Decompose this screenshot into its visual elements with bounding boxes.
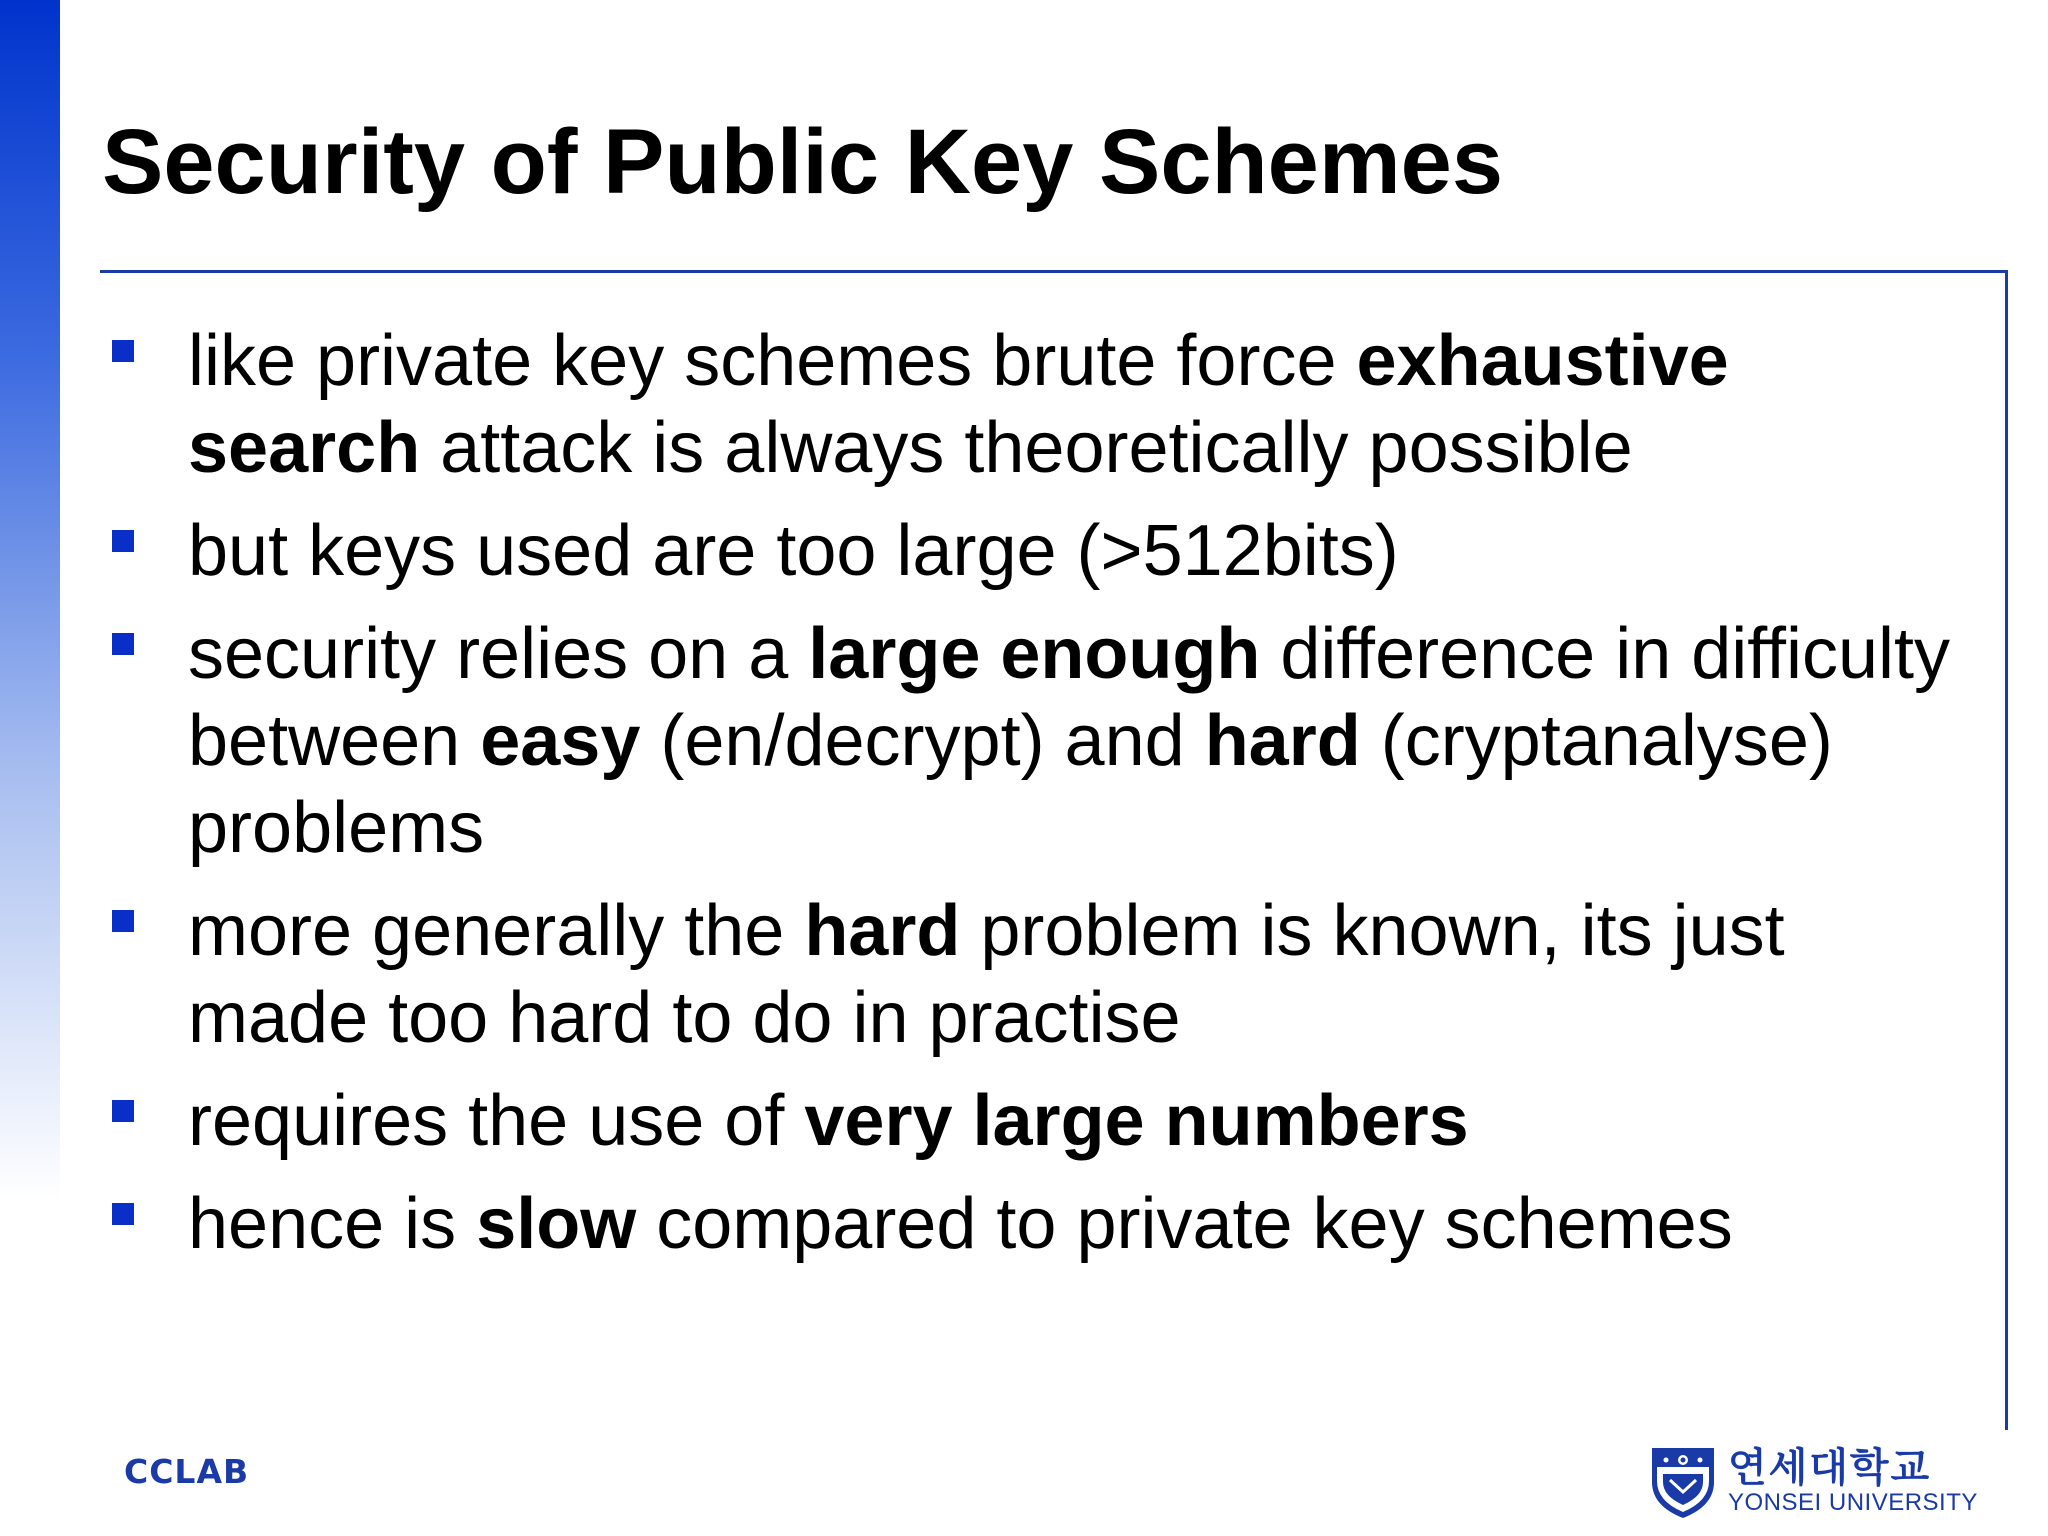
bullet-text: hence is bbox=[188, 1184, 477, 1264]
bullet-text: but keys used are too large (>512bits) bbox=[188, 511, 1399, 591]
bullet-emphasis: hard bbox=[804, 891, 961, 971]
bullet-list bbox=[112, 318, 1972, 1284]
bullet-emphasis: exhaustive search bbox=[188, 321, 1729, 488]
bullet-item bbox=[112, 508, 1972, 595]
bullet-emphasis: easy bbox=[480, 701, 641, 781]
bullet-square-icon bbox=[112, 910, 134, 932]
bullet-square-icon bbox=[112, 1100, 134, 1122]
bullet-text: problem is known, its just made too hard to do in practise bbox=[188, 891, 1785, 1058]
bullet-text: like private key schemes brute force bbox=[188, 321, 1357, 401]
bullet-emphasis: large enough bbox=[808, 614, 1261, 694]
left-gradient-bar bbox=[0, 0, 60, 1200]
logo-english-name: YONSEI UNIVERSITY bbox=[1728, 1489, 1978, 1516]
bullet-emphasis: hard bbox=[1204, 701, 1361, 781]
logo-korean-name: 연세대학교 bbox=[1728, 1445, 1932, 1491]
bullet-text: difference in difficulty between bbox=[188, 614, 1951, 781]
bullet-item bbox=[112, 888, 1972, 1062]
bullet-emphasis: very large numbers bbox=[804, 1081, 1469, 1161]
bullet-text: more generally the bbox=[188, 891, 805, 971]
bullet-text: (cryptanalyse) problems bbox=[188, 701, 1833, 868]
slide-title: Security of Public Key Schemes bbox=[102, 111, 1503, 213]
bullet-item bbox=[112, 611, 1972, 872]
bullet-text: security relies on a bbox=[188, 614, 809, 694]
title-divider bbox=[100, 270, 2008, 273]
bullet-text: compared to private key schemes bbox=[636, 1184, 1733, 1264]
bullet-square-icon bbox=[112, 340, 134, 362]
bullet-square-icon bbox=[112, 633, 134, 655]
yonsei-logo bbox=[1648, 1436, 1978, 1526]
bullet-square-icon bbox=[112, 530, 134, 552]
bullet-text: requires the use of bbox=[188, 1081, 805, 1161]
bullet-text: attack is always theoretically possible bbox=[420, 408, 1633, 488]
bullet-square-icon bbox=[112, 1203, 134, 1225]
bullet-item bbox=[112, 318, 1972, 492]
bullet-item bbox=[112, 1181, 1972, 1268]
footer-lab-label: CCLAB bbox=[124, 1452, 250, 1491]
university-seal-icon bbox=[1648, 1442, 1718, 1520]
bullet-item bbox=[112, 1078, 1972, 1165]
bullet-text: (en/decrypt) and bbox=[640, 701, 1205, 781]
right-border-line bbox=[2005, 270, 2008, 1430]
bullet-emphasis: slow bbox=[476, 1184, 637, 1264]
